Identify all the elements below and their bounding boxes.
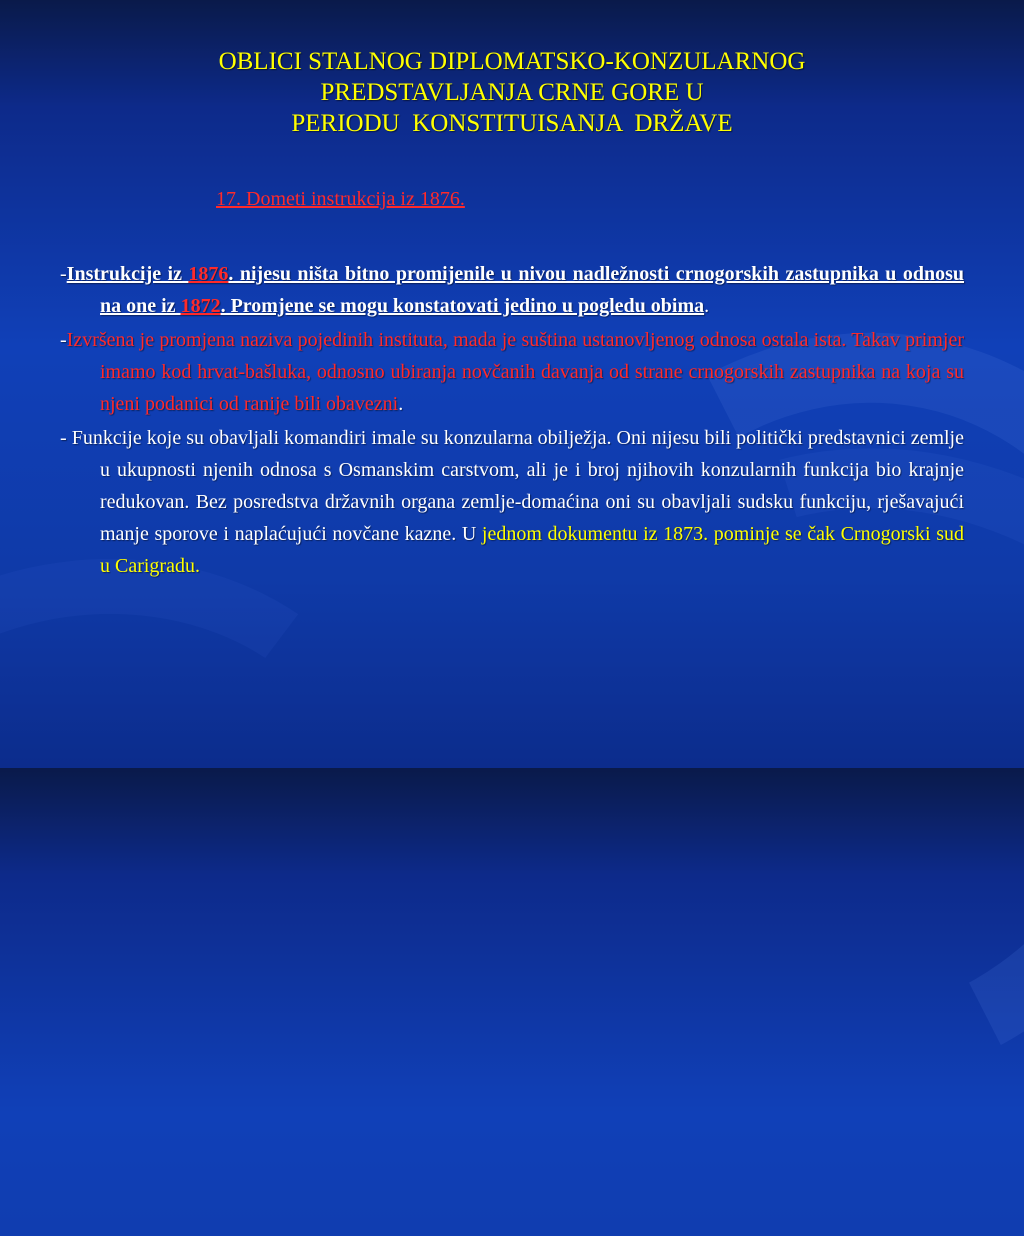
slide-title (60, 46, 964, 139)
paragraph-1 (60, 258, 964, 322)
p1-text-b: . nijesu ništa bitno promijenile u nivou nadležnosti crnogorskih zastupnika u odnosu na one iz (100, 263, 964, 317)
p2-red-text: Izvršena je promjena naziva pojedinih instituta, mada je suština ustanovljenog odnosa ostala ista. Takav primjer imamo kod hrvat-bašluka, odnosno ubiranja novčanih davanja od strane crnogorskih zastupnika na koja su njeni podanici od ranije bili obavezni (66, 329, 964, 415)
p1-end: . (704, 295, 710, 317)
p2-end: . (398, 393, 404, 415)
bullet-dash: - (60, 329, 67, 351)
title-line-1: OBLICI STALNOG DIPLOMATSKO-KONZULARNOG (218, 48, 806, 75)
year-1872: 1872 (180, 295, 221, 317)
paragraph-2 (60, 324, 964, 420)
title-line-2: PREDSTAVLJANJA CRNE GORE U (320, 79, 704, 106)
paragraph-3 (60, 422, 964, 582)
p1-text-a: Instrukcije iz (66, 263, 189, 285)
p3-yellow-text: jednom dokumentu iz 1873. pominje se čak Crnogorski sud u Carigradu. (100, 523, 964, 577)
bullet-dash: - (60, 263, 67, 285)
background-swoosh (0, 519, 444, 1132)
section-subtitle: 17. Dometi instrukcija iz 1876. (216, 188, 465, 210)
p1-text-c: . Promjene se mogu konstatovati jedino u pogledu obima (220, 295, 705, 317)
p3-white-text: - Funkcije koje su obavljali komandiri imale su konzularna obilježja. Oni nijesu bili politički predstavnici zemlje u ukupnosti njenih odnosa s Osmanskim carstvom, ali je i broj njihovih konzularnih funkcija bio krajnje redukovan. Bez posredstva državnih organa zemlje-domaćina oni su obavljali sudsku funkciju, rješavajući manje sporove i naplaćujući novčane kazne. U (60, 427, 964, 545)
slide-body (60, 258, 964, 582)
title-line-3: PERIODU KONSTITUISANJA DRŽAVE (291, 110, 733, 137)
year-1876: 1876 (188, 263, 229, 285)
